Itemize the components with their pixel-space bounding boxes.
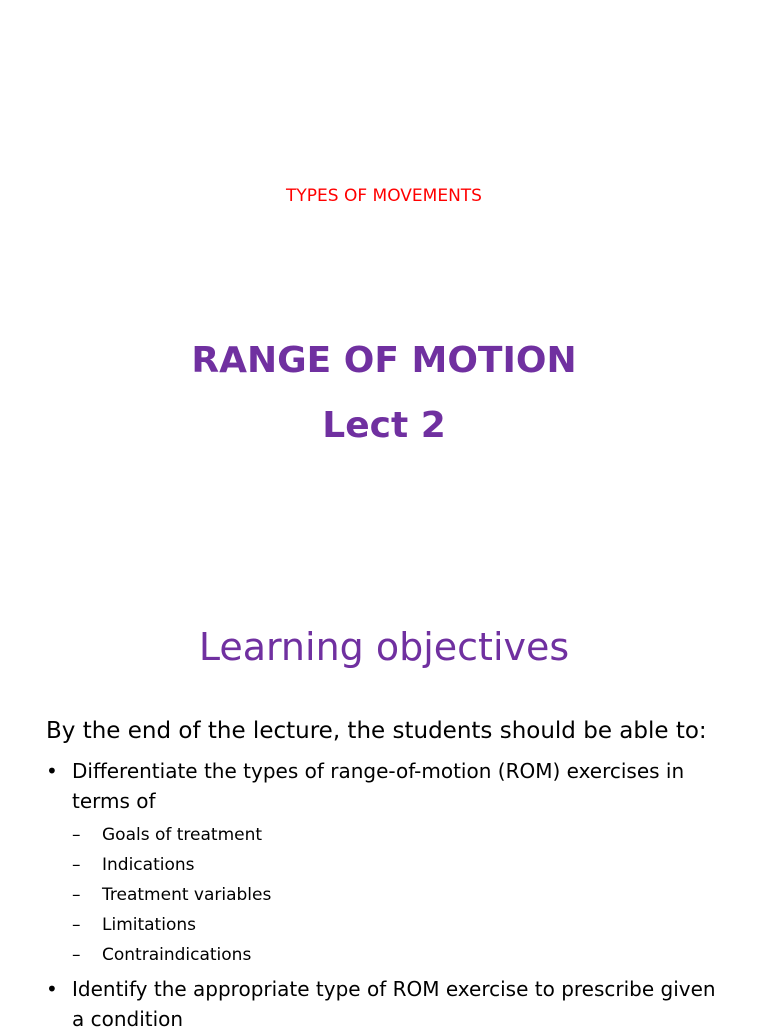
dash-icon: – [72,825,81,845]
subitem [72,880,726,910]
objective-item-2 [46,974,726,1034]
subitem-text: Contraindications [102,945,252,965]
objective-item-1 [46,756,726,970]
dash-icon: – [72,885,81,905]
slide-title-line-2: Lect 2 [322,405,446,446]
objective-text: Identify the appropriate type of ROM exercise to prescribe given a condition [72,977,716,1031]
subitem [72,850,726,880]
intro-text: By the end of the lecture, the students should be able to: [46,718,707,744]
subitem [72,940,726,970]
subitem-text: Goals of treatment [102,825,263,845]
subitem [72,910,726,940]
slide-subtitle: TYPES OF MOVEMENTS [286,186,482,206]
subitem-text: Indications [102,855,195,875]
dash-icon: – [72,945,81,965]
objectives-list [46,756,726,1034]
section-title: Learning objectives [198,625,570,669]
slide-title-line-1: RANGE OF MOTION [191,340,577,381]
dash-icon: – [72,855,81,875]
subitem-text: Limitations [102,915,196,935]
bullet-icon: • [46,977,58,1001]
objective-text: Differentiate the types of range-of-motion (ROM) exercises in terms of [72,759,685,813]
subitem [72,820,726,850]
bullet-icon: • [46,759,58,783]
dash-icon: – [72,915,81,935]
subitem-text: Treatment variables [102,885,272,905]
objective-subitems [72,820,726,970]
